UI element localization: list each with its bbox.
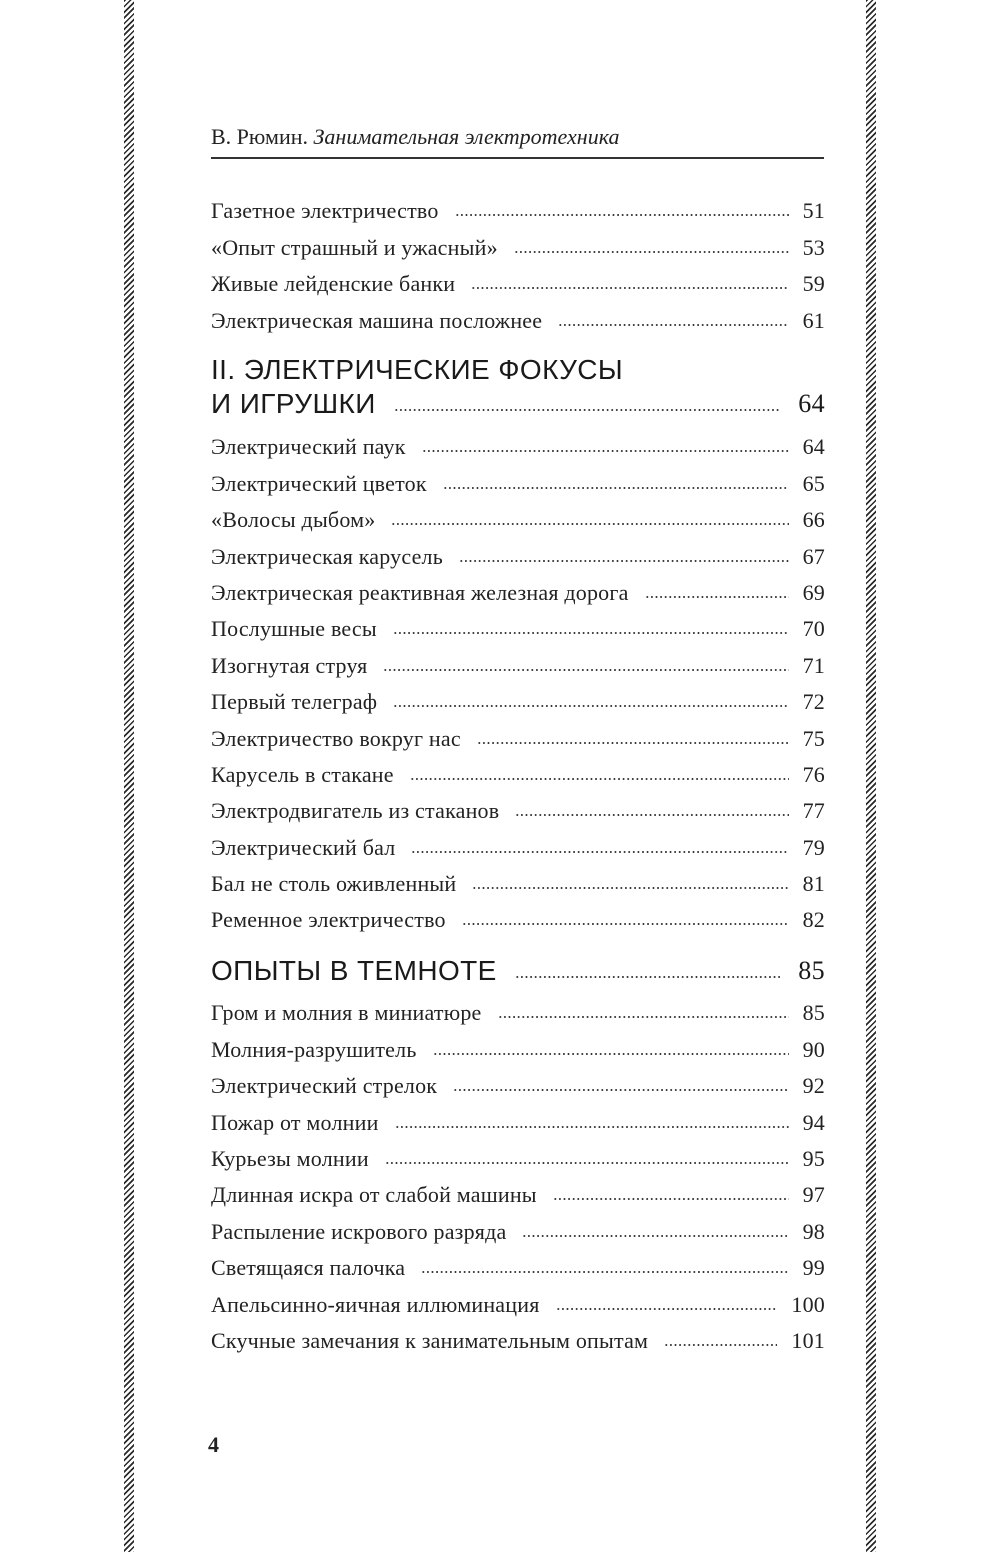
toc-entry-title: Газетное электричество [211, 198, 439, 224]
dot-leader [421, 1269, 788, 1275]
toc-entry-page: 90 [802, 1036, 825, 1062]
toc-entry [211, 1026, 825, 1062]
toc-entry-title: Электрический бал [211, 834, 396, 860]
dot-leader [433, 1051, 789, 1057]
header-author: В. Рюмин. [211, 124, 309, 149]
toc-entry [211, 424, 825, 460]
section-3-page: 85 [798, 956, 825, 985]
toc-entry [211, 1281, 825, 1317]
section-2-heading-row [211, 387, 825, 421]
toc-entry-title: Светящаяся палочка [211, 1255, 406, 1281]
dot-leader [522, 1233, 788, 1239]
toc-entry [211, 824, 825, 860]
toc-entry-title: Пожар от молнии [211, 1109, 379, 1135]
toc-section-2 [211, 424, 825, 933]
toc-entry [211, 261, 825, 297]
toc-entry [211, 606, 825, 642]
toc-entry [211, 224, 825, 260]
dot-leader [664, 1342, 777, 1348]
toc-entry-title: Длинная искра от слабой машины [211, 1182, 537, 1208]
dot-leader [462, 921, 789, 927]
toc-entry [211, 188, 825, 224]
toc-entry-page: 81 [802, 871, 825, 897]
toc-entry-title: Карусель в стакане [211, 761, 394, 787]
toc-entry-page: 67 [802, 543, 825, 569]
section-3-heading-row [211, 954, 825, 988]
dot-leader [393, 630, 789, 636]
toc-entry-page: 64 [802, 434, 825, 460]
toc-entry-page: 97 [802, 1182, 825, 1208]
section-2-heading-line2: И ИГРУШКИ [211, 388, 376, 419]
toc-entry-title: Гром и молния в миниатюре [211, 1000, 482, 1026]
running-header [211, 122, 824, 152]
section-2-page: 64 [798, 389, 825, 418]
toc-entry [211, 1245, 825, 1281]
toc-entry-title: Послушные весы [211, 616, 377, 642]
toc-entry-title: Бал не столь оживленный [211, 871, 457, 897]
toc-entry-title: Изогнутая струя [211, 652, 368, 678]
toc-entry [211, 715, 825, 751]
dot-leader [471, 285, 788, 291]
dot-leader [395, 1124, 789, 1130]
dot-leader [558, 322, 788, 328]
dot-leader [459, 558, 789, 564]
toc-entry-page: 61 [802, 307, 825, 333]
toc-entry [211, 990, 825, 1026]
dot-leader [443, 485, 789, 491]
toc-entry-title: Электрическая реактивная железная дорога [211, 579, 629, 605]
toc-entry [211, 1136, 825, 1172]
dot-leader [553, 1196, 789, 1202]
toc-entry-title: Ременное электричество [211, 907, 446, 933]
toc-entry [211, 679, 825, 715]
toc-entry [211, 1099, 825, 1135]
toc-entry [211, 861, 825, 897]
toc-entry [211, 533, 825, 569]
toc-entry-page: 98 [802, 1218, 825, 1244]
toc-entry [211, 897, 825, 933]
dot-leader [477, 740, 789, 746]
toc-entry [211, 1318, 825, 1354]
toc-entry-title: Электрическая машина посложнее [211, 307, 543, 333]
toc-entry-page: 85 [802, 1000, 825, 1026]
toc-entry-page: 53 [802, 234, 825, 260]
toc-entry [211, 1172, 825, 1208]
toc-entry [211, 1208, 825, 1244]
section-2-heading [211, 353, 825, 421]
dot-leader [422, 448, 789, 454]
decorative-border-right [866, 0, 876, 1552]
toc-entry-page: 59 [802, 271, 825, 297]
toc-section-1-continued [211, 188, 825, 334]
dot-leader [515, 974, 780, 980]
toc-entry-title: Электрический стрелок [211, 1073, 438, 1099]
toc-entry-page: 69 [802, 579, 825, 605]
dot-leader [498, 1014, 789, 1020]
toc-entry [211, 297, 825, 333]
toc-entry [211, 1063, 825, 1099]
dot-leader [556, 1306, 778, 1312]
toc-section-3 [211, 990, 825, 1354]
toc-entry [211, 752, 825, 788]
toc-entry-page: 100 [791, 1291, 825, 1317]
toc-entry-page: 72 [802, 689, 825, 715]
dot-leader [645, 594, 789, 600]
toc-entry [211, 642, 825, 678]
toc-entry-page: 70 [802, 616, 825, 642]
header-book-title: Занимательная электротехника [313, 124, 620, 149]
toc-entry-title: Электрическая карусель [211, 543, 443, 569]
dot-leader [455, 212, 789, 218]
toc-entry [211, 788, 825, 824]
header-rule [211, 157, 824, 159]
toc-entry-title: Электричество вокруг нас [211, 725, 461, 751]
dot-leader [410, 776, 789, 782]
section-3-heading [211, 954, 825, 988]
toc-entry-page: 94 [802, 1109, 825, 1135]
toc-entry-title: Электрический паук [211, 434, 406, 460]
toc-entry-title: Скучные замечания к занимательным опытам [211, 1327, 649, 1353]
toc-entry-page: 66 [802, 507, 825, 533]
toc-entry-title: Курьезы молнии [211, 1145, 369, 1171]
dot-leader [514, 249, 789, 255]
toc-entry [211, 460, 825, 496]
toc-entry-title: Апельсинно-яичная иллюминация [211, 1291, 540, 1317]
toc-entry-title: Электрический цветок [211, 470, 427, 496]
toc-entry-page: 75 [802, 725, 825, 751]
dot-leader [411, 849, 788, 855]
dot-leader [515, 812, 788, 818]
section-3-heading-title: ОПЫТЫ В ТЕМНОТЕ [211, 955, 497, 986]
toc-entry-title: Электродвигатель из стаканов [211, 798, 500, 824]
toc-entry-page: 101 [791, 1327, 825, 1353]
dot-leader [385, 1160, 789, 1166]
toc-entry-page: 76 [802, 761, 825, 787]
toc-entry-page: 51 [802, 198, 825, 224]
toc-entry-page: 92 [802, 1073, 825, 1099]
decorative-border-left [124, 0, 134, 1552]
toc-entry-page: 77 [802, 798, 825, 824]
dot-leader [472, 885, 788, 891]
toc-entry-title: «Волосы дыбом» [211, 507, 376, 533]
dot-leader [383, 667, 788, 673]
toc-entry [211, 497, 825, 533]
toc-entry-title: Живые лейденские банки [211, 271, 456, 297]
toc-entry-page: 79 [802, 834, 825, 860]
toc-entry-title: Первый телеграф [211, 689, 378, 715]
dot-leader [453, 1087, 788, 1093]
dot-leader [391, 521, 788, 527]
toc-entry-title: Молния-разрушитель [211, 1036, 417, 1062]
toc-entry-page: 82 [802, 907, 825, 933]
toc-entry-page: 99 [802, 1255, 825, 1281]
dot-leader [393, 703, 788, 709]
toc-entry-page: 95 [802, 1145, 825, 1171]
toc-entry-title: Распыление искрового разряда [211, 1218, 507, 1244]
section-2-heading-line1: II. ЭЛЕКТРИЧЕСКИЕ ФОКУСЫ [211, 354, 624, 385]
toc-entry [211, 570, 825, 606]
toc-entry-page: 65 [802, 470, 825, 496]
dot-leader [394, 407, 780, 413]
page-number: 4 [208, 1432, 219, 1457]
toc-entry-title: «Опыт страшный и ужасный» [211, 234, 498, 260]
toc-entry-page: 71 [802, 652, 825, 678]
